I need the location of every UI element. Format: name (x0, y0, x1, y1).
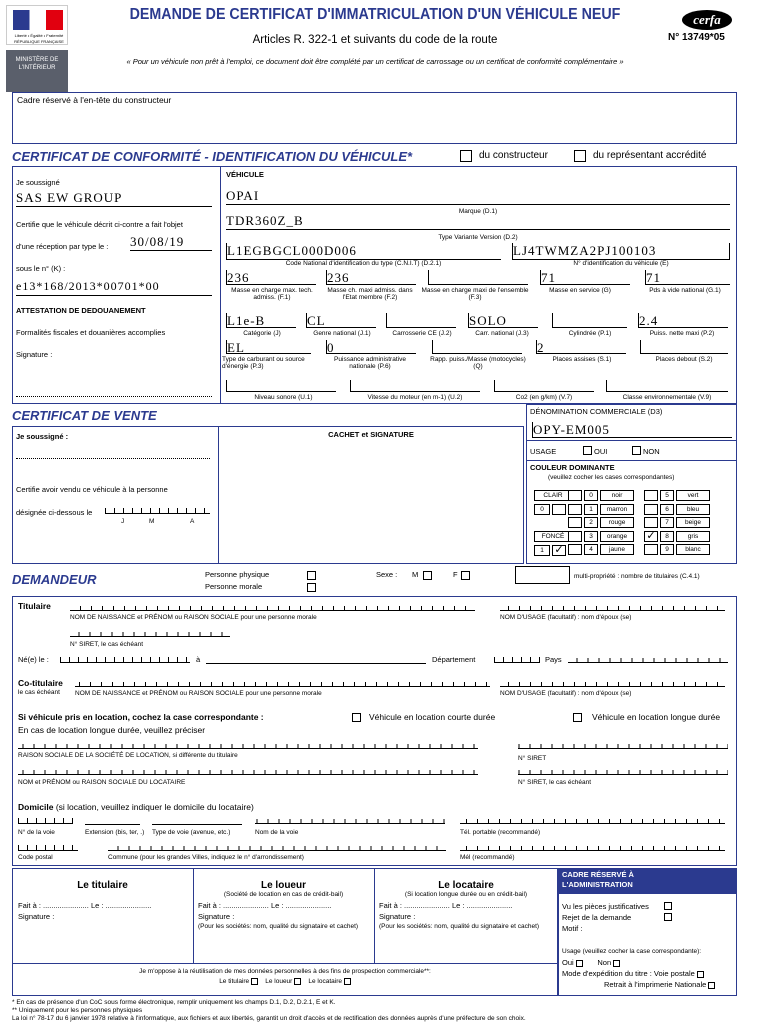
titulaire-nom-field[interactable] (70, 603, 475, 611)
j-field[interactable]: L1e-B (226, 313, 296, 328)
siret-location-field[interactable] (518, 741, 728, 749)
titulaire-usage-label: NOM D'USAGE (facultatif) : nom d'époux (se) (500, 614, 632, 621)
type-field[interactable]: TDR360Z_B (226, 213, 730, 230)
couleur-label: COULEUR DOMINANTE (530, 463, 615, 472)
color-code-jaune: 4 (584, 544, 598, 555)
constructeur-box[interactable] (12, 92, 737, 144)
vin-field[interactable]: LJ4TWMZA2PJ100103 (512, 243, 730, 260)
ne-le-label: Né(e) le : (18, 655, 49, 664)
n-voie-field[interactable] (18, 816, 73, 824)
vente-date-m: M (149, 518, 155, 525)
vin-label: N° d'identification du véhicule (E) (573, 260, 669, 267)
commune-label: Commune (pour les grandes Villes, indiquez le n° d'arrondissement) (108, 854, 304, 861)
admin-mode-row (562, 969, 704, 978)
sig-loueur-fait-a: Fait à : ...................... (198, 901, 269, 910)
representant-option-label: du représentant accrédité (593, 150, 707, 161)
g1-label: Pds à vide national (G.1) (649, 287, 721, 294)
color-code-orange: 3 (584, 531, 598, 542)
p6-field[interactable]: 0 (326, 340, 416, 354)
sig-titulaire-signature[interactable]: Signature : (18, 912, 55, 921)
republic-label: RÉPUBLIQUE FRANÇAISE (14, 39, 64, 44)
longue-precise-label: En cas de location longue durée, veuillez préciser (18, 725, 206, 735)
opp-locataire-label: Le locataire (308, 978, 342, 986)
color-code-bleu: 6 (660, 504, 674, 515)
nom-voie-label: Nom de la voie (255, 829, 299, 836)
nom-voie-field[interactable] (255, 816, 445, 824)
u1-label: Niveau sonore (U.1) (254, 394, 313, 401)
color-checkbox-blanc[interactable] (644, 544, 658, 555)
denomination-label: DÉNOMINATION COMMERCIALE (D3) (530, 407, 663, 416)
marque-label: Marque (D.1) (458, 208, 498, 215)
footnote-2: ** Uniquement pour les personnes physiques (12, 1007, 143, 1014)
color-name-marron: marron (600, 504, 634, 515)
domicile-label: Domicile (18, 802, 54, 812)
siret-locataire-label: N° SIRET, le cas échéant (518, 779, 592, 786)
admin-rejet-checkbox[interactable] (664, 913, 672, 921)
color-name-orange: orange (600, 531, 634, 542)
commune-field[interactable] (108, 843, 446, 851)
k-number-field[interactable]: e13*168/2013*00701*00 (16, 279, 212, 296)
vente-soussigne-dots[interactable] (16, 458, 210, 459)
color-code-gris: 8 (660, 531, 674, 542)
admin-retrait-checkbox[interactable] (708, 982, 715, 989)
sexe-f-label: F (453, 570, 458, 579)
color-checkbox-beige[interactable] (644, 517, 658, 528)
courte-duree-checkbox[interactable] (352, 713, 361, 722)
sig-titulaire-le: Le : ...................... (90, 901, 152, 910)
s1-label: Places assises (S.1) (552, 356, 612, 363)
color-code-blanc: 9 (660, 544, 674, 555)
cotitulaire-label: Co-titulaire (18, 678, 63, 688)
vehicule-heading: VÉHICULE (226, 170, 264, 179)
u2-label: Vitesse du moteur (en m-1) (U.2) (367, 394, 463, 401)
titulaire-label: Titulaire (18, 601, 51, 611)
opp-titulaire-checkbox[interactable] (251, 978, 258, 985)
f2-label: Masse ch. maxi admiss. dans l'Etat membre (F.2) (327, 287, 413, 301)
j2-label: Carrosserie CE (J.2) (392, 330, 452, 337)
sous-le-n-label: sous le n° (K) : (16, 264, 66, 273)
courte-duree-label: Véhicule en location courte durée (369, 712, 496, 722)
ne-le-field[interactable] (60, 655, 190, 663)
sig-horizontal-divider (12, 963, 558, 964)
a-label: à (196, 655, 201, 664)
s1-field[interactable]: 2 (536, 340, 626, 354)
denomination-field[interactable]: OPY-EM005 (532, 422, 732, 438)
code-postal-field[interactable] (18, 843, 78, 851)
sig-locataire-heading: Le locataire (438, 880, 494, 891)
usage-non-label: NON (643, 447, 660, 456)
j-label: Catégorie (J) (243, 330, 281, 337)
morale-label: Personne morale (205, 582, 263, 591)
usage-oui-label: OUI (594, 447, 608, 456)
sig-titulaire-heading: Le titulaire (77, 880, 128, 891)
vente-date-a: A (190, 518, 195, 525)
color-code-vert: 5 (660, 490, 674, 501)
admin-non-label: Non (597, 958, 612, 967)
color-checkbox-vert[interactable] (644, 490, 658, 501)
domicile-heading (18, 802, 254, 812)
morale-checkbox[interactable] (307, 583, 316, 592)
admin-oui-label: Oui (562, 958, 574, 967)
p6-label: Puissance administrative nationale (P.6) (334, 356, 406, 370)
color-name-noir: noir (600, 490, 634, 501)
usage-oui-checkbox[interactable] (583, 446, 592, 455)
color-name-beige: beige (676, 517, 710, 528)
p2-field[interactable]: 2.4 (638, 313, 728, 328)
color-code-marron: 1 (584, 504, 598, 515)
cerfa-logo (682, 10, 732, 30)
cachet-label: CACHET et SIGNATURE (328, 430, 414, 439)
footnote-1: * En cas de présence d'un CoC sous forme électronique, remplir uniquement les champs D.1, D.2, D.2.1, E et K. (12, 999, 336, 1006)
republic-motto: Liberté • Égalité • Fraternité (14, 33, 64, 38)
admin-retrait-row (604, 980, 715, 989)
physique-checkbox[interactable] (307, 571, 316, 580)
admin-pieces-label: Vu les pièces justificatives (562, 902, 649, 911)
siret-locataire-field[interactable] (518, 767, 728, 775)
pays-label: Pays (545, 655, 562, 664)
color-checkbox-orange[interactable] (568, 531, 582, 542)
cotitulaire-usage-label: NOM D'USAGE (facultatif) : nom d'époux (se) (500, 690, 632, 697)
je-soussigne-label: Je soussigné (16, 178, 60, 187)
clair-code: 0 (534, 504, 550, 515)
constructeur-option-label: du constructeur (479, 150, 548, 161)
formalites-label: Formalités fiscales et douanières accomplies (16, 328, 166, 337)
sig-locataire-signature[interactable]: Signature : (379, 912, 416, 921)
f1-field[interactable]: 236 (226, 270, 316, 285)
longue-duree-label: Véhicule en location longue durée (592, 712, 721, 722)
cerfa-number: N° 13749*05 (668, 32, 725, 43)
constructeur-label: Cadre réservé à l'en-tête du constructeur (17, 95, 172, 105)
sig-loueur-signature[interactable]: Signature : (198, 912, 235, 921)
constructeur-checkbox[interactable] (460, 150, 472, 162)
sig-locataire-fait[interactable] (379, 901, 512, 910)
v9-label: Classe environnementale (V.9) (622, 394, 712, 401)
j1-label: Genre national (J.1) (313, 330, 371, 337)
p1-field[interactable] (552, 313, 627, 328)
raison-location-label: RAISON SOCIALE DE LA SOCIÉTÉ DE LOCATION, si différente du titulaire (18, 752, 238, 759)
demandeur-title: DEMANDEUR (12, 572, 97, 587)
titulaire-siret-field[interactable] (70, 629, 230, 637)
f2-field[interactable]: 236 (326, 270, 416, 285)
usage-label: USAGE (530, 447, 557, 456)
vente-date-j: J (121, 518, 125, 525)
republic-logo (6, 5, 68, 45)
extension-field[interactable] (85, 824, 140, 825)
sig-loueur-le: Le : ...................... (270, 901, 332, 910)
color-name-jaune: jaune (600, 544, 634, 555)
extension-label: Extension (bis, ter, .) (85, 829, 145, 836)
attestation-label: ATTESTATION DE DEDOUANEMENT (16, 306, 146, 315)
opp-loueur-checkbox[interactable] (294, 978, 301, 985)
j1-field[interactable]: CL (306, 313, 376, 328)
vente-je-soussigne: Je soussigné : (16, 432, 69, 441)
reception-label: d'une réception par type le : (16, 242, 109, 251)
color-name-blanc: blanc (676, 544, 710, 555)
sexe-label: Sexe : (376, 570, 398, 579)
couleur-note: (veuillez cocher les cases correspondantes) (548, 474, 675, 481)
sig-titulaire-fait[interactable] (18, 901, 151, 910)
type-voie-label: Type de voie (avenue, etc.) (152, 829, 231, 836)
color-checkbox-rouge[interactable] (568, 517, 582, 528)
v7-field[interactable] (494, 380, 594, 392)
p2-label: Puiss. nette maxi (P.2) (649, 330, 715, 337)
titulaire-nom-label: NOM DE NAISSANCE et PRÉNOM ou RAISON SOCIALE pour une personne morale (70, 614, 317, 621)
articles-subtitle: Articles R. 322-1 et suivants du code de la route (252, 34, 498, 46)
fonce-checkbox[interactable] (552, 545, 566, 556)
opp-locataire-checkbox[interactable] (344, 978, 351, 985)
sig-loueur-societes: (Pour les sociétés: nom, qualité du signataire et cachet) (198, 923, 359, 930)
v9-field[interactable] (606, 380, 728, 392)
cotitulaire-usage-field[interactable] (500, 679, 725, 687)
cerfa-logo-text: cerfa (693, 12, 721, 27)
multi-propriete-input[interactable] (515, 566, 570, 584)
sig-locataire-societes: (Pour les sociétés: nom, qualité du signataire et cachet) (379, 923, 540, 930)
sig-titulaire-fait-a: Fait à : ...................... (18, 901, 89, 910)
s2-field[interactable] (640, 340, 728, 354)
clair-label: CLAIR (534, 490, 572, 501)
color-checkbox-jaune[interactable] (568, 544, 582, 555)
cnit-field[interactable]: L1EGBGCL000D006 (226, 243, 501, 260)
f3-label: Masse en charge maxi de l'ensemble (F.3) (421, 287, 529, 301)
admin-title: CADRE RÉSERVÉ À L'ADMINISTRATION (562, 870, 634, 889)
sig-loueur-heading: Le loueur (260, 880, 306, 891)
admin-retrait-label: Retrait à l'imprimerie Nationale (604, 980, 707, 989)
p3-field[interactable]: EL (226, 340, 311, 354)
opposition-label: Je m'oppose à la réutilisation de mes données personnelles à des fins de prospection commerciale**: (139, 968, 431, 975)
type-label: Type Variante Version (D.2) (438, 234, 518, 241)
j3-label: Carr. national (J.3) (475, 330, 529, 337)
admin-usage-label: Usage (veuillez cocher la case correspondante): (562, 948, 702, 955)
color-code-beige: 7 (660, 517, 674, 528)
color-checkbox-noir[interactable] (568, 490, 582, 501)
usage-couleur-divider (526, 460, 737, 461)
mel-field[interactable] (460, 843, 725, 851)
admin-oui-checkbox[interactable] (576, 960, 583, 967)
ministry-label: MINISTÈRE DE L'INTÉRIEUR (15, 57, 59, 71)
signature-dotted-line[interactable] (16, 396, 212, 397)
admin-voie-postale-label: Voie postale (653, 969, 695, 978)
cotitulaire-nom-label: NOM DE NAISSANCE et PRÉNOM ou RAISON SOCIALE pour une personne morale (75, 690, 322, 697)
g-field[interactable]: 71 (540, 270, 630, 285)
titulaire-siret-label: N° SIRET, le cas échéant (70, 641, 144, 648)
fonce-label: FONCÉ (534, 531, 572, 542)
admin-mode-label: Mode d'expédition du titre : (562, 969, 652, 978)
conformite-divider (220, 166, 221, 404)
admin-voie-postale-checkbox[interactable] (697, 971, 704, 978)
color-name-bleu: bleu (676, 504, 710, 515)
location-label: Si véhicule pris en location, cochez la case correspondante : (18, 712, 264, 722)
usage-non-checkbox[interactable] (632, 446, 641, 455)
sexe-m-label: M (412, 570, 419, 579)
longue-duree-checkbox[interactable] (573, 713, 582, 722)
admin-rejet-label: Rejet de la demande (562, 913, 632, 922)
opp-titulaire-label: Le titulaire (219, 978, 250, 986)
q-field[interactable] (432, 340, 522, 354)
fonce-check-icon: ✓ (554, 544, 564, 556)
sexe-f-checkbox[interactable] (461, 571, 470, 580)
representant-checkbox[interactable] (574, 150, 586, 162)
p3-label: Type de carburant ou source d'énergie (P.3) (222, 356, 305, 370)
multi-propriete-label: multi-propriété : nombre de titulaires (C.4.1) (574, 573, 700, 580)
sig-locataire-note: (Si location longue durée ou en crédit-bail) (404, 891, 528, 898)
f3-field[interactable] (428, 270, 528, 285)
color-code-rouge: 2 (584, 517, 598, 528)
titulaire-usage-field[interactable] (500, 603, 725, 611)
vente-title: CERTIFICAT DE VENTE (12, 408, 157, 423)
marianne-flag-icon (13, 10, 63, 30)
certifie-label: Certifie que le véhicule décrit ci-contre a fait l'objet (16, 220, 183, 229)
domicile-note: (si location, veuillez indiquer le domicile du locataire) (55, 802, 254, 812)
cnit-label: Code National d'identification du type (C.N.I.T) (D.2.1) (285, 260, 442, 267)
vente-date-field[interactable] (105, 506, 210, 514)
color-code-noir: 0 (584, 490, 598, 501)
color-name-gris: gris (676, 531, 710, 542)
sig-loueur-note: (Société de location en cas de crédit-bail) (223, 891, 344, 898)
opp-loueur-label: Le loueur (265, 978, 293, 986)
type-voie-field[interactable] (152, 824, 242, 825)
marque-field[interactable]: OPAI (226, 188, 730, 205)
n-voie-label: N° de la voie (18, 829, 55, 836)
color-checkbox-bleu[interactable] (644, 504, 658, 515)
locataire-nom-field[interactable] (18, 767, 478, 775)
color-name-vert: vert (676, 490, 710, 501)
sexe-m-checkbox[interactable] (423, 571, 432, 580)
pays-field[interactable] (568, 655, 728, 663)
g-label: Masse en service (G) (549, 287, 611, 294)
denom-usage-divider (526, 440, 737, 441)
p1-label: Cylindrée (P.1) (568, 330, 612, 337)
opposition-options (12, 978, 558, 985)
admin-pieces-checkbox[interactable] (664, 902, 672, 910)
vente-divider (218, 426, 219, 564)
ministry-logo (6, 50, 68, 92)
departement-label: Département (432, 655, 476, 664)
sig-locataire-fait-a: Fait à : ...................... (379, 901, 450, 910)
cotitulaire-note: le cas échéant (18, 689, 60, 696)
v7-label: Co2 (en g/km) (V.7) (515, 394, 573, 401)
mel-label: Mél (recommandé) (460, 854, 515, 861)
vente-box (12, 426, 524, 564)
tel-field[interactable] (460, 816, 725, 824)
g1-field[interactable]: 71 (645, 270, 730, 285)
soussigne-field[interactable]: SAS EW GROUP (16, 190, 212, 207)
u1-field[interactable] (226, 380, 336, 392)
fonce-code: 1 (534, 545, 550, 556)
admin-motif-label: Motif : (562, 924, 583, 933)
color-checkbox-marron[interactable] (568, 504, 582, 515)
reception-date-field[interactable]: 30/08/19 (130, 234, 212, 251)
vente-certifie: Certifie avoir vendu ce véhicule à la personne (16, 485, 168, 494)
sig-loueur-fait[interactable] (198, 901, 331, 910)
sig-locataire-le: Le : ...................... (451, 901, 513, 910)
footnote-3: La loi n° 78-17 du 6 janvier 1978 relative à l'informatique, aux fichiers et aux libertés, garantit un droit d'accès et de rectification des données auprès d'une préfecture de son choix. (12, 1015, 526, 1022)
color-name-rouge: rouge (600, 517, 634, 528)
tel-label: Tél. portable (recommandé) (460, 829, 541, 836)
raison-location-field[interactable] (18, 741, 478, 749)
color-checkbox-gris[interactable]: ✓ (644, 531, 658, 542)
vente-designee: désignée ci-dessous le (16, 508, 93, 517)
admin-non-checkbox[interactable] (613, 960, 620, 967)
lieu-naissance-field[interactable] (206, 663, 426, 664)
physique-label: Personne physique (205, 570, 270, 579)
admin-usage-options (562, 958, 620, 967)
page-title: DEMANDE DE CERTIFICAT D'IMMATRICULATION D'UN VÉHICULE NEUF (129, 6, 621, 23)
s2-label: Places debout (S.2) (655, 356, 713, 363)
u2-field[interactable] (350, 380, 480, 392)
departement-field[interactable] (494, 655, 540, 663)
clair-checkbox[interactable] (552, 504, 566, 515)
conformite-title: CERTIFICAT DE CONFORMITÉ - IDENTIFICATION DU VÉHICULE* (12, 149, 413, 164)
j3-field[interactable]: SOLO (468, 313, 538, 328)
f1-label: Masse en charge max. tech. admiss. (F.1) (231, 287, 313, 301)
q-label: Rapp. puiss./Masse (motocycles) (Q) (430, 356, 526, 370)
header-note: « Pour un véhicule non prêt à l'emploi, ce document doit être complété par un certificat de carrossage ou un certificat de conformité complémentaire » (126, 57, 624, 66)
siret-location-label: N° SIRET (518, 755, 547, 762)
locataire-nom-label: NOM et PRÉNOM ou RAISON SOCIALE DU LOCATAIRE (18, 779, 186, 786)
j2-field[interactable] (386, 313, 456, 328)
code-postal-label: Code postal (18, 854, 53, 861)
signature-label: Signature : (16, 350, 53, 359)
cotitulaire-nom-field[interactable] (75, 679, 490, 687)
